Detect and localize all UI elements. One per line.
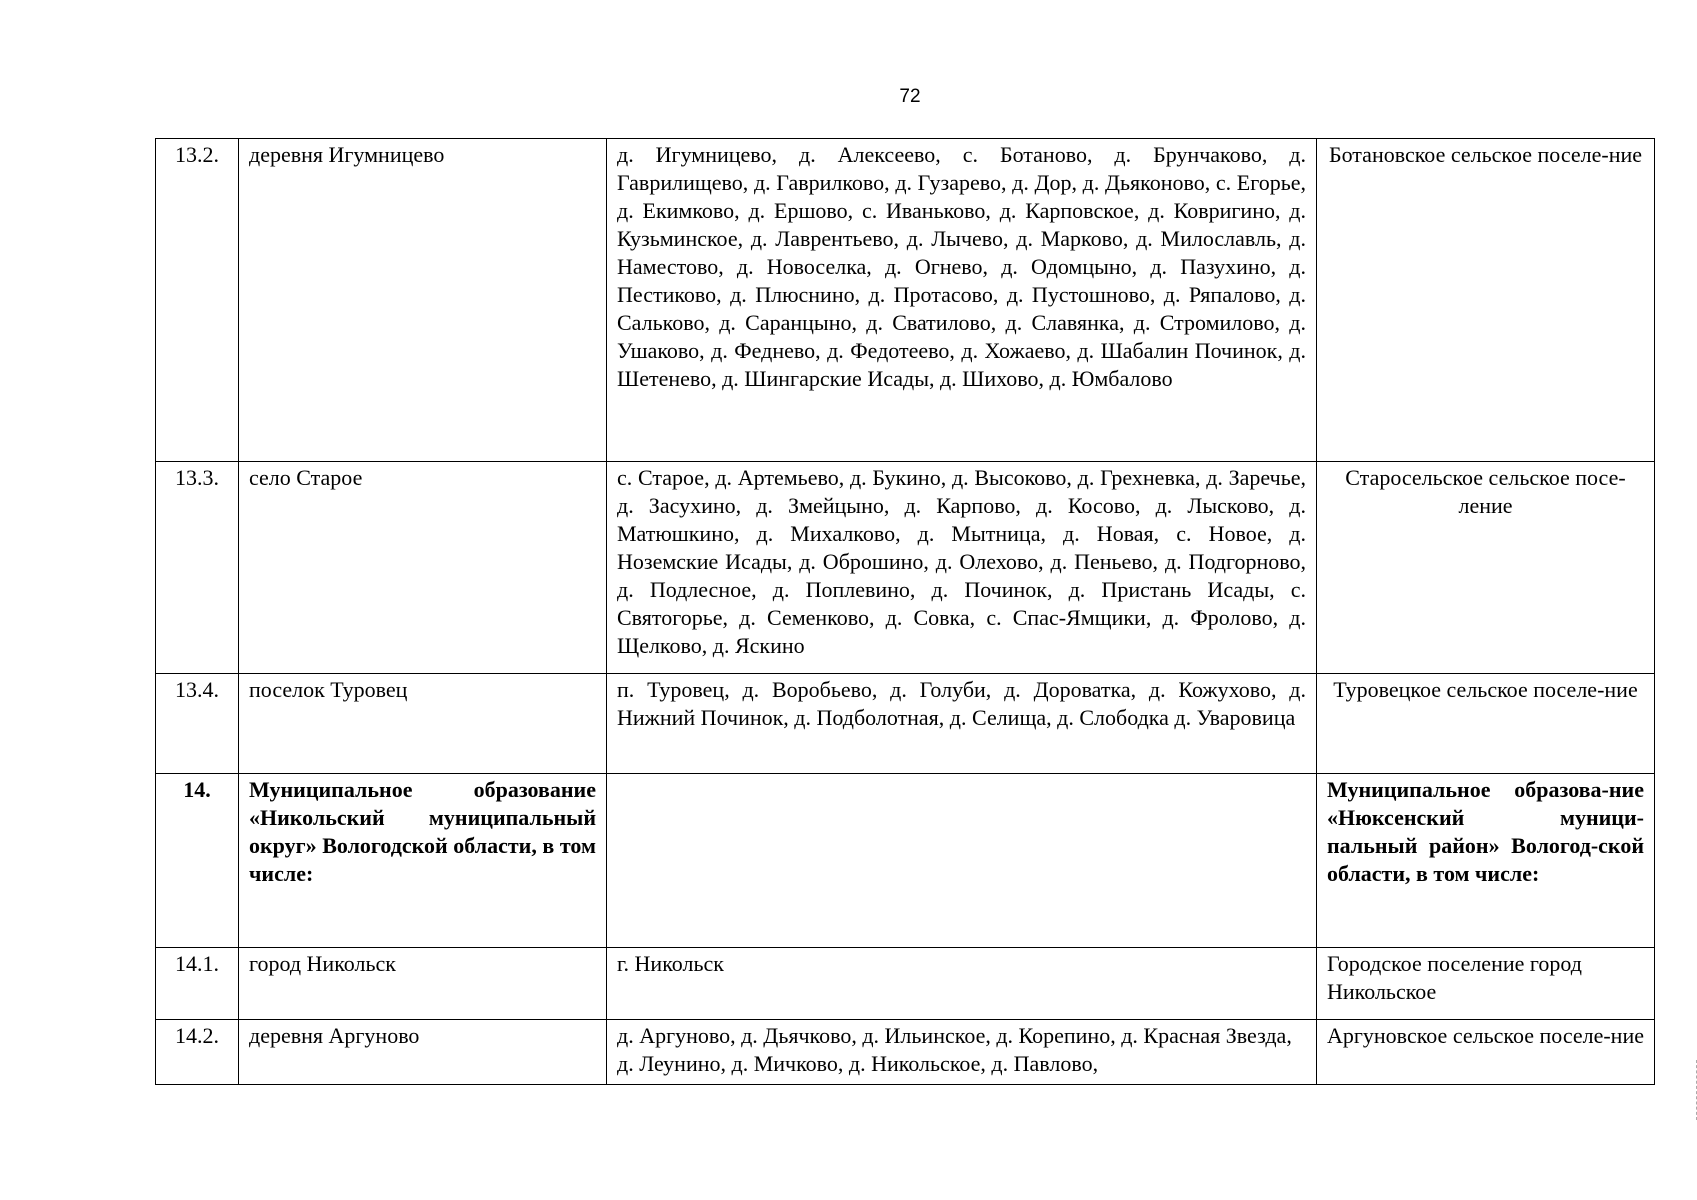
- admin-center: село Старое: [239, 462, 607, 674]
- former-municipality: Старосельское сельское посе-ление: [1317, 462, 1655, 674]
- table-row: [156, 462, 1655, 674]
- row-number: 14.: [156, 774, 239, 948]
- settlements-table: [155, 138, 1655, 1085]
- row-number: 13.2.: [156, 139, 239, 462]
- admin-center: город Никольск: [239, 948, 607, 1020]
- admin-center: деревня Аргуново: [239, 1020, 607, 1085]
- former-municipality-heading: Муниципальное образова-ние «Нюксенский муници-пальный район» Вологод-ской области, в том числе:: [1317, 774, 1655, 948]
- settlements-list: с. Старое, д. Артемьево, д. Букино, д. Высоково, д. Грехневка, д. Заречье, д. Засухино, д. Змейцыно, д. Карпово, д. Косово, д. Лысково, д. Матюшкино, д. Михалково, д. Мытница, д. Новая, с. Новое, д. Ноземские Исады, д. Оброшино, д. Олехово, д. Пеньево, д. Подгорново, д. Подлесное, д. Поплевино, д. Починок, д. Пристань Исады, с. Святогорье, д. Семенково, д. Совка, с. Спас-Ямщики, д. Фролово, д. Щелково, д. Яскино: [607, 462, 1317, 674]
- settlements-list: г. Никольск: [607, 948, 1317, 1020]
- settlements-list: д. Аргуново, д. Дьячково, д. Ильинское, д. Корепино, д. Красная Звезда, д. Леунино, д. Мичково, д. Никольское, д. Павлово,: [607, 1020, 1317, 1085]
- table-row: [156, 1020, 1655, 1085]
- row-number: 14.1.: [156, 948, 239, 1020]
- admin-center: деревня Игумницево: [239, 139, 607, 462]
- row-number: 13.3.: [156, 462, 239, 674]
- municipality-heading: Муниципальное образование «Никольский муниципальный округ» Вологодской области, в том числе:: [239, 774, 607, 948]
- row-number: 13.4.: [156, 674, 239, 774]
- former-municipality: Ботановское сельское поселе-ние: [1317, 139, 1655, 462]
- settlements-list: д. Игумницево, д. Алексеево, с. Ботаново, д. Брунчаково, д. Гаврилищево, д. Гаврилково, д. Гузарево, д. Дор, д. Дьяконово, с. Егорье, д. Екимково, д. Ершово, с. Иваньково, д. Карповское, д. Ковригино, д. Кузьминское, д. Лаврентьево, д. Лычево, д. Марково, д. Милославль, д. Наместово, д. Новоселка, д. Огнево, д. Одомцыно, д. Пазухино, д. Пестиково, д. Плюснино, д. Протасово, д. Пустошново, д. Ряпалово, д. Сальково, д. Саранцыно, д. Сватилово, д. Славянка, д. Стромилово, д. Ушаково, д. Феднево, д. Федотеево, д. Хожаево, д. Шабалин Починок, д. Шетенево, д. Шингарские Исады, д. Шихово, д. Юмбалово: [607, 139, 1317, 462]
- page-number: 72: [899, 86, 921, 107]
- table-row: [156, 139, 1655, 462]
- former-municipality: Аргуновское сельское поселе-ние: [1317, 1020, 1655, 1085]
- settlements-list: [607, 774, 1317, 948]
- table-row-heading: [156, 774, 1655, 948]
- table-row: [156, 674, 1655, 774]
- settlements-list: п. Туровец, д. Воробьево, д. Голуби, д. Дороватка, д. Кожухово, д. Нижний Починок, д. Подболотная, д. Селища, д. Слободка д. Уваровица: [607, 674, 1317, 774]
- admin-center: поселок Туровец: [239, 674, 607, 774]
- former-municipality: Городское поселение город Никольское: [1317, 948, 1655, 1020]
- row-number: 14.2.: [156, 1020, 239, 1085]
- scan-artifact: [1690, 1060, 1697, 1120]
- former-municipality: Туровецкое сельское поселе-ние: [1317, 674, 1655, 774]
- table-row: [156, 948, 1655, 1020]
